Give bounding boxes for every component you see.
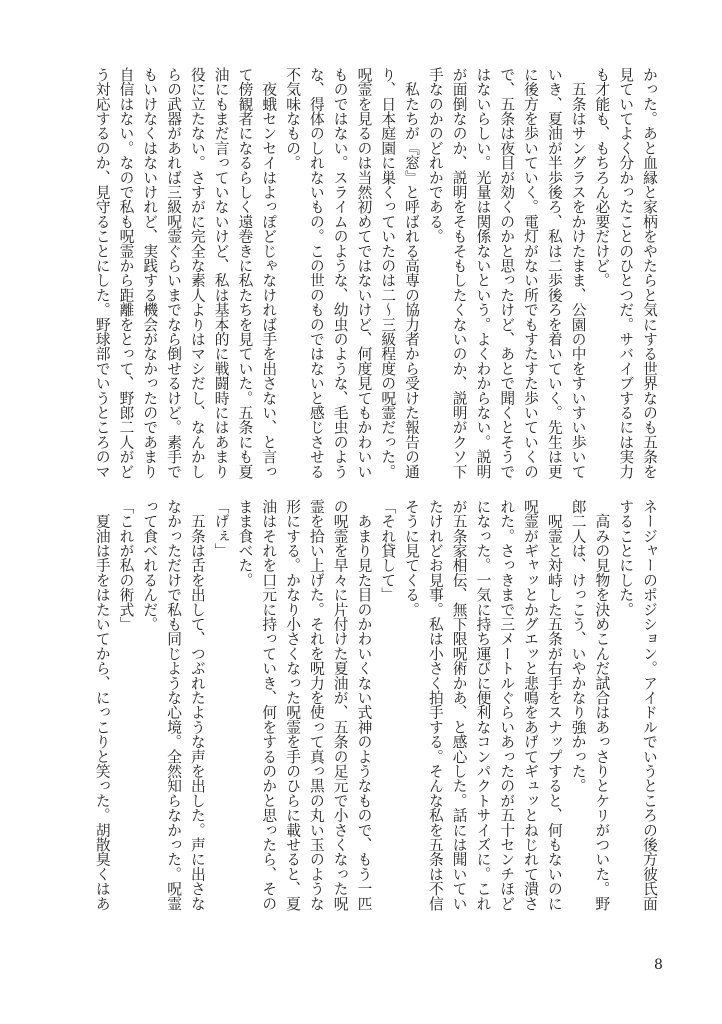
text-line: 呪霊がギャッとかグエッと悲鳴をあげてギュッとねじれて潰さ [522,499,540,911]
text-line: 油にもまだ言っていないけど、私は基本的に戦闘時にはあまり [212,67,230,479]
text-line: らの武器があれば三級呪霊ぐらいまでなら倒せるけど。素手で [165,67,183,479]
text-line: て傍観者になるらしく遠巻きに私たちを見ていた。五条にも夏 [236,67,254,479]
text-line: なかっただけで私も同じような心境。全然知らなかった。呪霊 [165,499,183,911]
text-line: り、日本庭園に巣くっていたのは二～三級程度の呪霊だった。 [379,67,397,479]
text-line: もいけなくはないけれど、実践する機会がなかったのであまり [141,67,159,479]
text-line: そうに見てくる。 [403,499,421,617]
text-line: 自信はない。なので私も呪霊から距離をとって、野郎二人がど [117,67,135,479]
text-line: 郎二人は、けっこう、いやかなり強かった。 [569,499,587,793]
text-line: まま食べた。 [236,499,254,588]
text-line: いき、夏油が半歩後ろ、私は二歩後ろを着いていく。先生は更 [545,67,563,479]
text-line: が面倒なのか、説明をそもそもしたくないのか、説明がクソ下 [450,67,468,479]
text-line: 「それ貸して」 [379,499,397,602]
text-line: が五条家相伝、無下限呪術かあ、と感心した。話には聞いてい [450,499,468,911]
text-line: たけれどお見事。私は小さく拍手する。そんな私を五条は不信 [426,499,444,911]
text-line: ものではない。スライムのような、幼虫のような、毛虫のよう [331,67,349,479]
page-number: 8 [654,957,663,973]
text-line: あまり見た目のかわいくない式神のようなもので、もう一匹 [355,499,373,911]
text-line: 夏油は手をはたいてから、にっこりと笑った。胡散臭くはあ [93,499,111,911]
text-line: することにした。 [617,499,635,617]
text-line: れた。さっきまで三メートルぐらいあったのが五十センチほど [498,499,516,911]
text-line: はないらしい。光量は関係ないという。よくわからない。説明 [474,67,492,479]
text-line: って食べれるんだ。 [141,499,159,632]
text-line: 呪霊と対峙した五条が右手をスナップすると、何もないのに [545,499,563,911]
text-line: 不気味なもの。 [284,67,302,170]
text-line: 「これが私の術式」 [117,499,135,632]
text-line: 霊を拾い上げた。それを呪力を使って真っ黒の丸い玉のような [307,499,325,911]
text-line: 「げぇ」 [212,499,230,558]
text-line: になった。一気に持ち運びに便利なコンパクトサイズに。これ [474,499,492,911]
text-line: 役に立たない。さすがに完全な素人よりはマシだし、なんかし [188,67,206,479]
text-line: 形にする。かなり小さくなった呪霊を手のひらに載せると、夏 [284,499,302,911]
text-line: な、得体のしれないもの。この世のものではないと感じさせる [307,67,325,479]
text-line: の呪霊を早々に片付けた夏油が、五条の足元で小さくなった呪 [331,499,349,911]
text-line: 手なのかのどれかである。 [426,67,444,244]
text-line: ネージャーのポジション。アイドルでいうところの後方彼氏面 [641,499,658,911]
text-block-top [89,67,661,479]
text-line: 見ていてよく分かったことのひとつだ。サバイブするには実力 [617,67,635,479]
text-line: 私たちが『窓』と呼ばれる高専の協力者から受けた報告の通 [403,67,421,479]
text-line: かった。あと血縁と家柄をやたらと気にする世界なのも五条を [641,67,658,479]
text-line: 五条はサングラスをかけたまま、公園の中をすいすい歩いて [569,67,587,479]
text-block-bottom [89,499,661,911]
text-line: で、五条は夜目が効くのかと思ったけど、あとで聞くとそうで [498,67,516,479]
text-line: 呪霊を見るのは当然初めてではないけど、何度見てもかわいい [355,67,373,479]
text-line: 五条は舌を出して、つぶれたような声を出した。声に出さな [188,499,206,911]
text-line: 夜蛾センセイはよっぽどじゃなければ手を出さない、と言っ [260,67,278,479]
text-line: に後方を歩いていく。電灯がない所でもすたすた歩いていくの [522,67,540,479]
text-line: 高みの見物を決めこんだ試合はあっさりとケリがついた。野 [593,499,611,911]
text-line: も才能も、もちろん必要だけど。 [593,67,611,288]
text-line: 油はそれを口元に持っていき、何をするのかと思ったら、その [260,499,278,911]
text-line: う対応するのか、見守ることにした。野球部でいうところのマ [93,67,111,479]
